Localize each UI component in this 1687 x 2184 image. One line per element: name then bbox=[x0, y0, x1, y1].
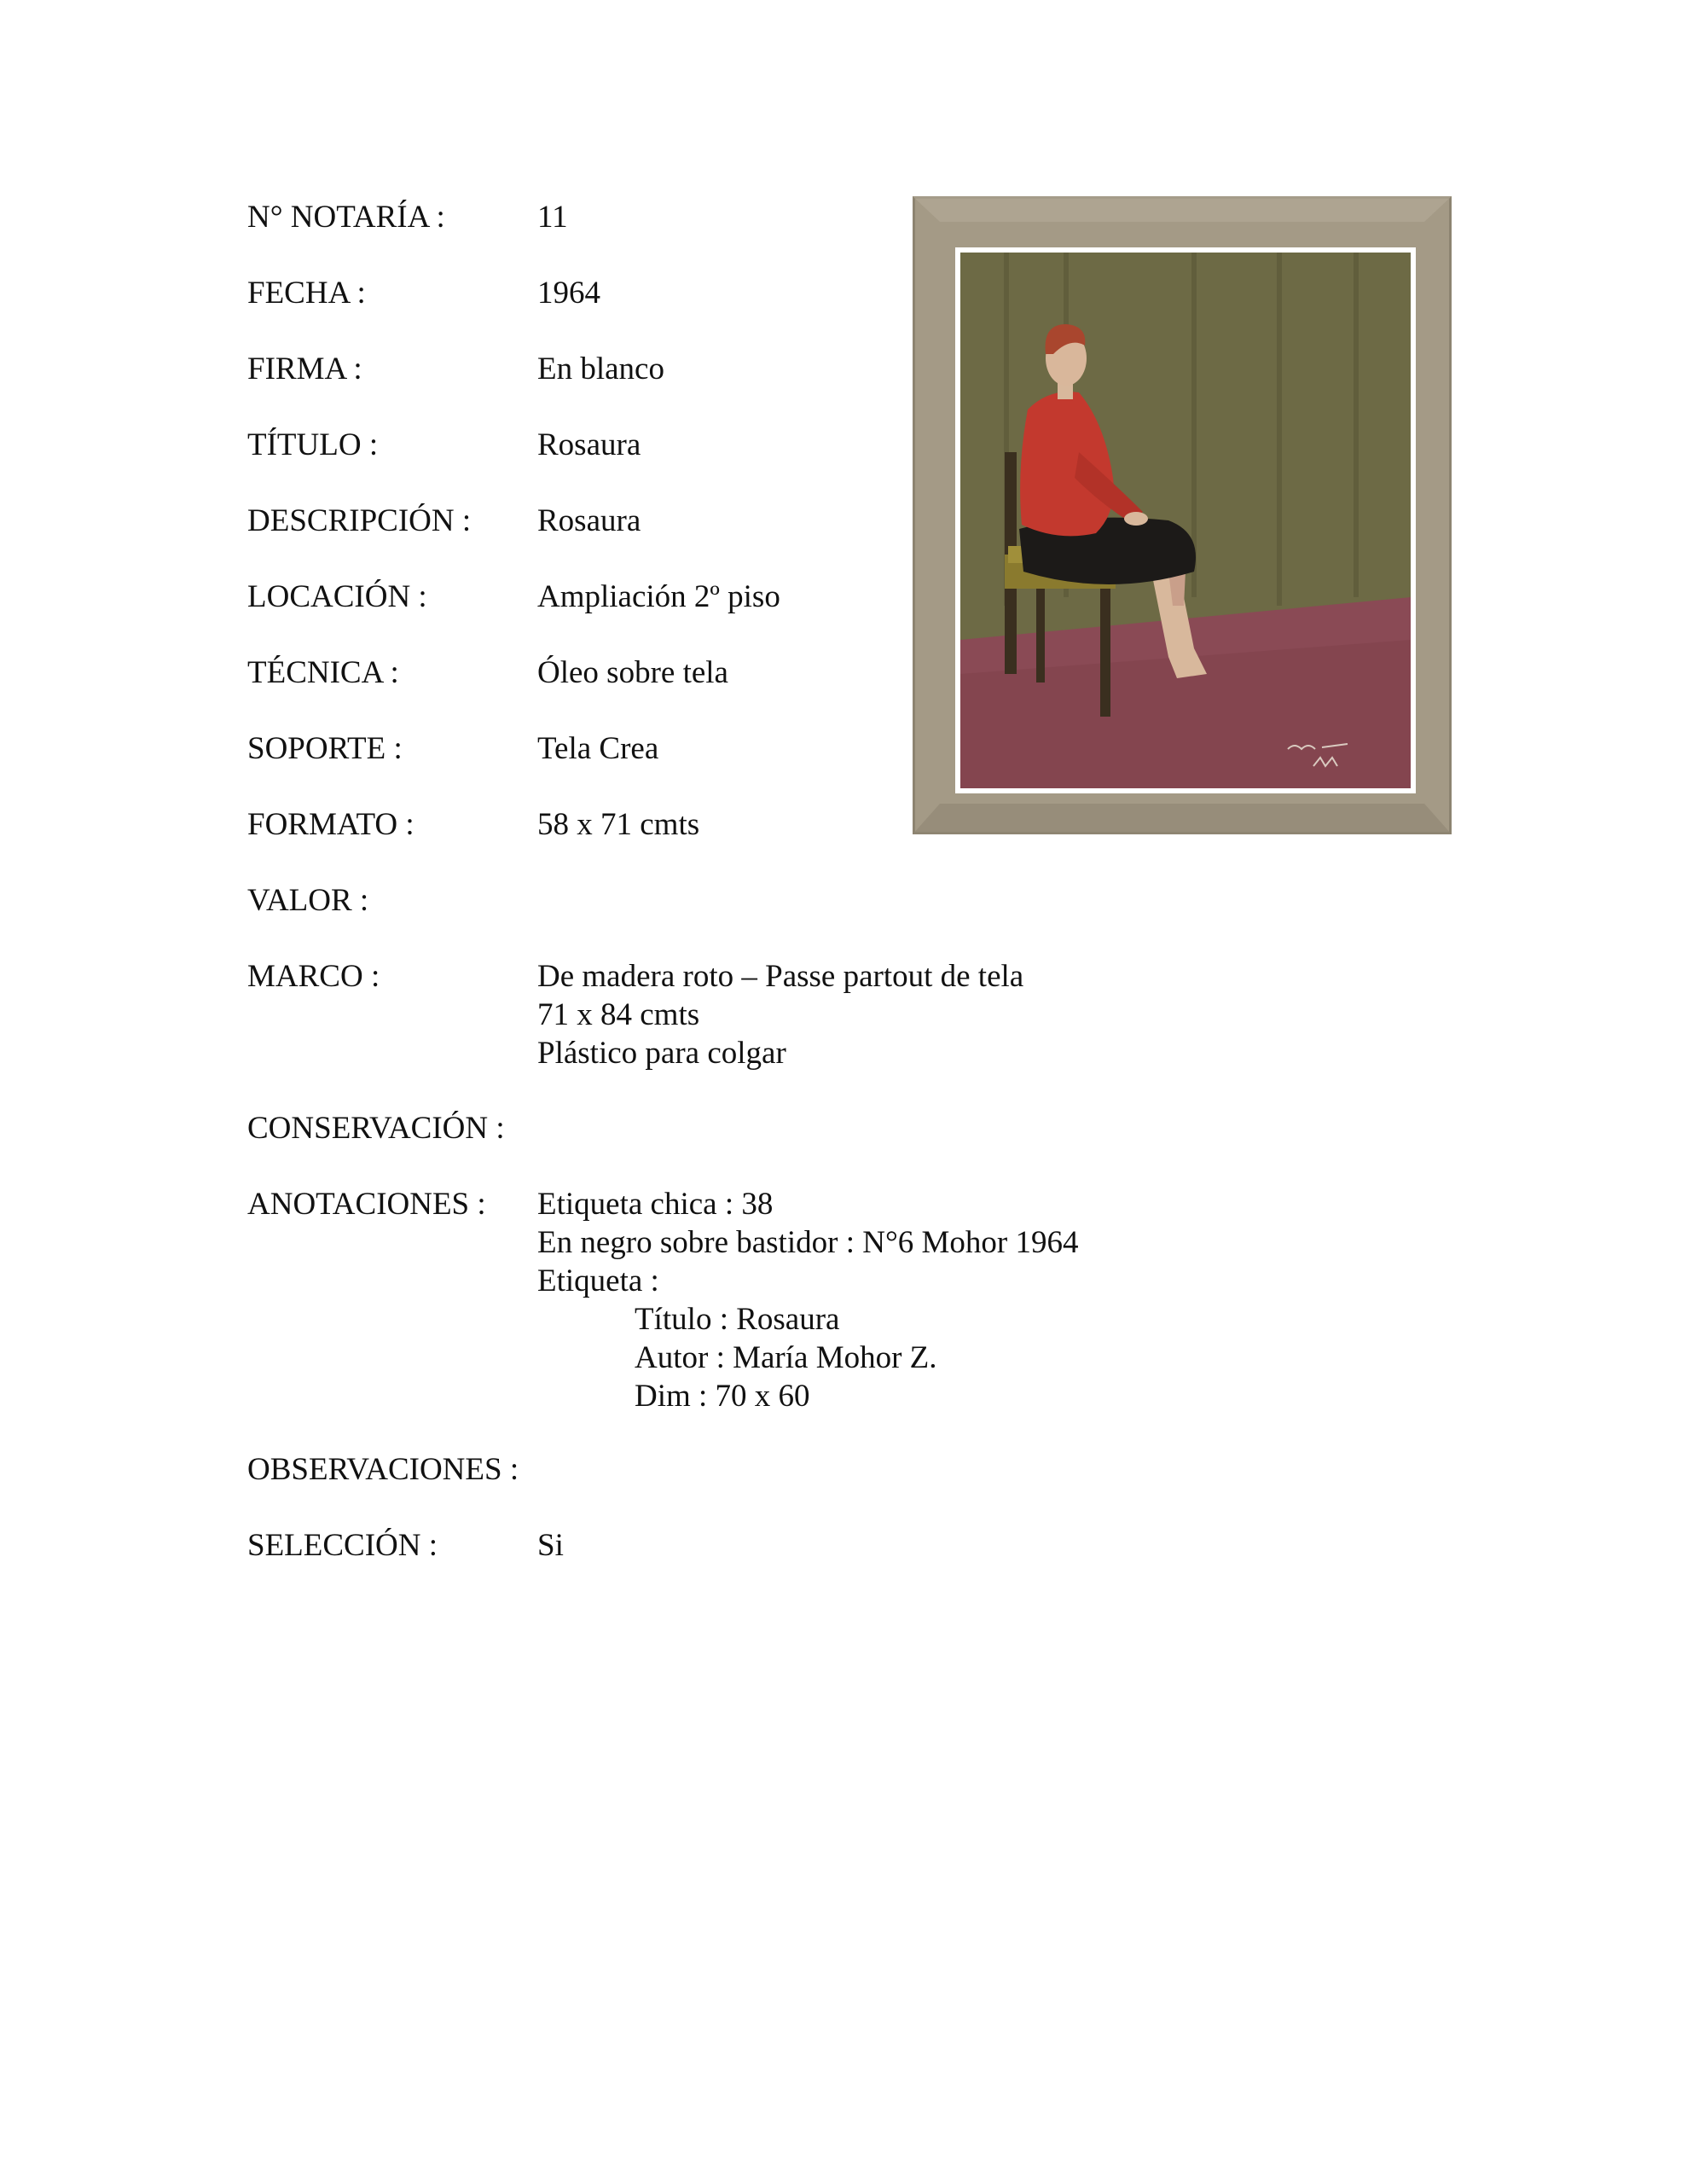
field-label: CONSERVACIÓN : bbox=[247, 1111, 505, 1146]
field-value bbox=[537, 1185, 1078, 1415]
value-line: Óleo sobre tela bbox=[537, 655, 728, 690]
value-line: Etiqueta : bbox=[537, 1263, 659, 1298]
value-subline: Título : Rosaura bbox=[635, 1302, 840, 1337]
value-line: 11 bbox=[537, 200, 568, 235]
value-line: 71 x 84 cmts bbox=[537, 997, 700, 1032]
value-line: Rosaura bbox=[537, 427, 641, 462]
field-value bbox=[537, 198, 568, 236]
field-label: TÉCNICA : bbox=[247, 655, 399, 690]
field-value bbox=[537, 1526, 564, 1565]
field-label: TÍTULO : bbox=[247, 427, 379, 462]
field-label: DESCRIPCIÓN : bbox=[247, 503, 472, 538]
field-label: FECHA : bbox=[247, 276, 366, 311]
value-line: Ampliación 2º piso bbox=[537, 579, 780, 614]
field-value bbox=[537, 653, 728, 692]
value-subline: Dim : 70 x 60 bbox=[635, 1379, 810, 1414]
field-value bbox=[537, 578, 780, 616]
value-line: Tela Crea bbox=[537, 731, 659, 766]
field-label: SELECCIÓN : bbox=[247, 1528, 438, 1563]
field-label: OBSERVACIONES : bbox=[247, 1452, 519, 1487]
field-label: N° NOTARÍA : bbox=[247, 200, 445, 235]
field-label: VALOR : bbox=[247, 883, 369, 918]
field-value bbox=[537, 502, 641, 540]
value-subline: Autor : María Mohor Z. bbox=[635, 1340, 937, 1375]
value-line: De madera roto – Passe partout de tela bbox=[537, 959, 1024, 994]
value-line: Si bbox=[537, 1528, 564, 1563]
field-label: LOCACIÓN : bbox=[247, 579, 427, 614]
field-value bbox=[537, 805, 699, 844]
value-line: Rosaura bbox=[537, 503, 641, 538]
field-label: MARCO : bbox=[247, 959, 380, 994]
field-value bbox=[537, 426, 641, 464]
field-value bbox=[537, 350, 664, 388]
value-line: 58 x 71 cmts bbox=[537, 807, 700, 842]
value-line: En blanco bbox=[537, 351, 664, 386]
painting-image bbox=[913, 196, 1452, 834]
field-value bbox=[537, 729, 658, 768]
field-label: FORMATO : bbox=[247, 807, 415, 842]
value-line: 1964 bbox=[537, 276, 600, 311]
field-label: ANOTACIONES : bbox=[247, 1187, 486, 1222]
field-value bbox=[537, 274, 600, 312]
field-value bbox=[537, 957, 1023, 1072]
value-line: En negro sobre bastidor : N°6 Mohor 1964 bbox=[537, 1225, 1079, 1260]
field-label: SOPORTE : bbox=[247, 731, 403, 766]
field-label: FIRMA : bbox=[247, 351, 362, 386]
value-line: Plástico para colgar bbox=[537, 1036, 786, 1071]
painting-photo bbox=[913, 196, 1452, 834]
value-line: Etiqueta chica : 38 bbox=[537, 1187, 774, 1222]
